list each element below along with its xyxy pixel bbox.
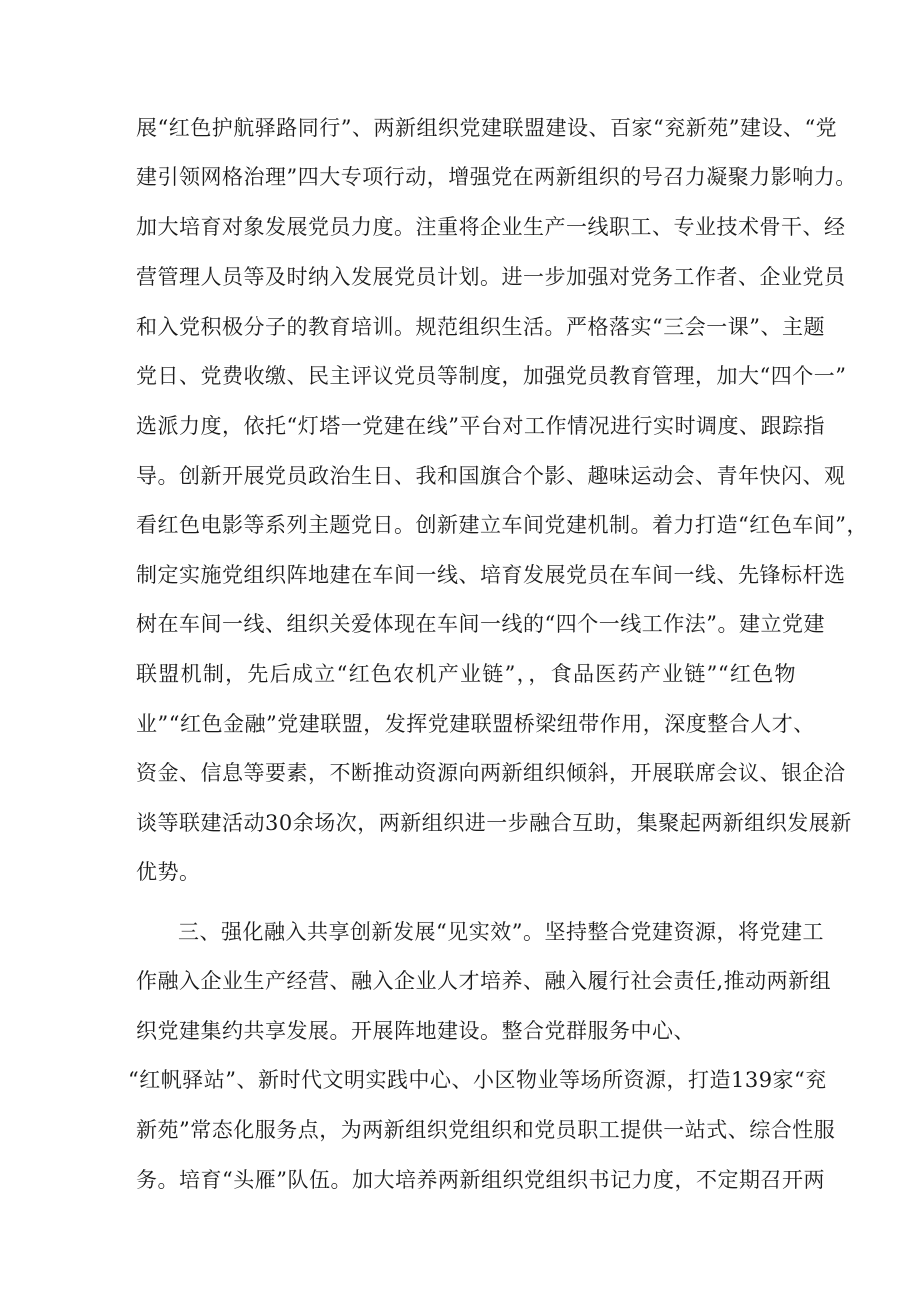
text-line: 作融入企业生产经营、融入企业人才培养、融入履行社会责任,推动两新组 — [136, 969, 832, 993]
text-line: 党日、党费收缴、民主评议党员等制度，加强党员教育管理，加大“四个一” — [136, 364, 847, 388]
text-line: 新苑”常态化服务点，为两新组织党组织和党员职工提供一站式、综合性服 — [136, 1118, 836, 1142]
text-line: 织党建集约共享发展。开展阵地建设。整合党群服务中心、 — [136, 1019, 695, 1043]
text-line: 展“红色护航驿路同行”、两新组织党建联盟建设、百家“兖新苑”建设、“党 — [136, 116, 838, 140]
text-line: 看红色电影等系列主题党日。创新建立车间党建机制。着力打造“红色车间”， — [136, 513, 868, 537]
text-line: 建引领网格治理”四大专项行动，增强党在两新组织的号召力凝聚力影响力。 — [136, 165, 857, 189]
text-line: 制定实施党组织阵地建在车间一线、培育发展党员在车间一线、先锋标杆选 — [136, 563, 846, 587]
text-line: 优势。 — [136, 860, 201, 884]
text-line: 和入党积极分子的教育培训。规范组织生活。严格落实“三会一课”、主题 — [136, 315, 825, 339]
text-line: 树在车间一线、组织关爱体现在车间一线的“四个一线工作法”。建立党建 — [136, 612, 825, 636]
text-line: “红帆驿站”、新时代文明实践中心、小区物业等场所资源，打造139家“兖 — [128, 1068, 827, 1092]
text-line: 资金、信息等要素，不断推动资源向两新组织倾斜，开展联席会议、银企洽 — [136, 761, 846, 785]
text-line: 业”“红色金融”党建联盟，发挥党建联盟桥梁纽带作用，深度整合人才、 — [136, 712, 815, 736]
paragraph-first-line: 三、强化融入共享创新发展“见实效”。坚持整合党建资源，将党建工 — [178, 920, 824, 944]
text-line: 联盟机制，先后成立“红色农机产业链”，，食品医药产业链”“红色物 — [136, 662, 796, 686]
text-line: 选派力度，依托“灯塔一党建在线”平台对工作情况进行实时调度、跟踪指 — [136, 414, 825, 438]
text-line: 谈等联建活动30余场次，两新组织进一步融合互助，集聚起两新组织发展新 — [136, 811, 852, 835]
text-line: 导。创新开展党员政治生日、我和国旗合个影、趣味运动会、青年快闪、观 — [136, 464, 846, 488]
text-line: 务。培育“头雁”队伍。加大培养两新组织党组织书记力度，不定期召开两 — [136, 1168, 825, 1192]
text-line: 加大培育对象发展党员力度。注重将企业生产一线职工、专业技术骨干、经 — [136, 215, 846, 239]
text-line: 营管理人员等及时纳入发展党员计划。进一步加强对党务工作者、企业党员 — [136, 265, 846, 289]
